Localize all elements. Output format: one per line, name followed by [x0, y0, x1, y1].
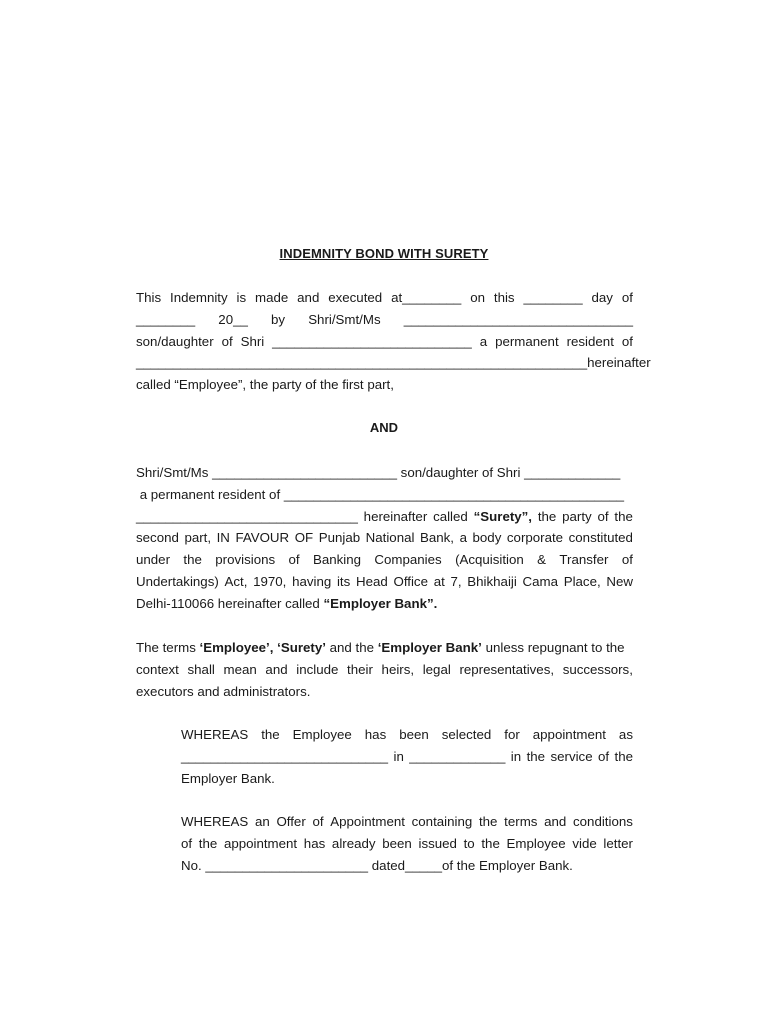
- word: son/daughter: [136, 333, 214, 349]
- word: New: [606, 573, 633, 589]
- word: resident: [566, 333, 614, 349]
- surety-line-1: Shri/Smt/Ms _________________________ son/daughter of Shri _____________: [136, 465, 621, 480]
- word: WHEREAS: [181, 814, 249, 829]
- word: made: [255, 290, 289, 305]
- justified-line: [136, 287, 633, 309]
- word: Offer: [276, 814, 306, 829]
- word: Office: [393, 573, 428, 589]
- word: corporate: [506, 530, 564, 546]
- justified-line: [136, 527, 633, 549]
- word: by: [271, 311, 286, 327]
- word: Employee: [292, 727, 352, 742]
- word: in: [393, 748, 404, 764]
- word: of: [621, 290, 633, 305]
- word: in: [510, 748, 522, 764]
- word: WHEREAS: [181, 727, 249, 742]
- surety-line-2: a permanent resident of ______________________________________________: [136, 486, 625, 502]
- word: a: [459, 530, 467, 546]
- word: to: [463, 835, 475, 851]
- word: appointment: [532, 727, 606, 742]
- word: successors,: [562, 661, 633, 677]
- word: &: [537, 552, 547, 568]
- word: legal: [422, 661, 451, 677]
- terms-defined-employee-surety: ‘Employee’, ‘Surety’: [199, 640, 326, 655]
- word: Shri: [240, 333, 265, 349]
- word: of: [221, 333, 233, 349]
- word: ________: [523, 290, 583, 305]
- word: the: [478, 814, 498, 829]
- word: already: [331, 835, 376, 851]
- word: Transfer: [559, 552, 609, 568]
- word: an: [254, 814, 270, 829]
- and-heading: AND: [369, 420, 399, 435]
- word: the: [261, 727, 280, 742]
- word: Undertakings): [136, 573, 219, 589]
- paragraph-last-line: executors and administrators.: [136, 683, 311, 699]
- word: on: [470, 290, 485, 305]
- word: _____________: [409, 748, 506, 764]
- word: mean: [223, 661, 257, 677]
- word: of: [621, 552, 633, 568]
- word: at________: [391, 290, 462, 305]
- word: Punjab: [318, 530, 361, 546]
- surety-line-3-part: the: [537, 508, 557, 524]
- word: and: [265, 661, 288, 677]
- word: heirs,: [381, 661, 415, 677]
- first-party-paragraph: [136, 287, 651, 396]
- justified-line: [136, 352, 651, 374]
- surety-line-3-part: ______________________________: [136, 508, 358, 524]
- word: of: [288, 552, 300, 568]
- word: _____________________________________________________________: [136, 355, 588, 371]
- word: of: [621, 333, 633, 349]
- word: Head: [355, 573, 388, 589]
- word: this: [493, 290, 515, 305]
- word: _______________________________: [403, 311, 633, 327]
- word: permanent: [495, 333, 559, 349]
- paragraph-last-line: called “Employee”, the party of the first part,: [136, 377, 394, 393]
- word: 1970,: [253, 573, 287, 589]
- terms-text: The terms: [136, 640, 200, 655]
- justified-line: [136, 331, 633, 353]
- word: Bank,: [420, 530, 455, 546]
- word: is: [236, 290, 247, 305]
- word: context: [136, 661, 179, 677]
- surety-line-3: [136, 506, 633, 528]
- surety-defined-term: “Surety”,: [473, 508, 533, 524]
- word: terms: [504, 814, 538, 829]
- word: has: [364, 727, 387, 742]
- word: containing: [411, 814, 473, 829]
- word: issued: [418, 835, 457, 851]
- word: of: [181, 835, 193, 851]
- word: include: [296, 661, 339, 677]
- word: Indemnity: [170, 290, 228, 305]
- paragraph-last-line: No. ______________________ dated_____of the Employer Bank.: [181, 857, 573, 873]
- word: (Acquisition: [455, 552, 524, 568]
- word: ________: [136, 311, 196, 327]
- word: second: [136, 530, 179, 546]
- word: ___________________________: [272, 333, 472, 349]
- justified-line: [136, 571, 633, 593]
- word: Appointment: [330, 814, 405, 829]
- word: executed: [328, 290, 383, 305]
- paragraph-last-line: Employer Bank.: [181, 770, 275, 786]
- word: their: [347, 661, 373, 677]
- surety-line-3-part: of: [597, 508, 609, 524]
- word: and: [297, 290, 320, 305]
- word: letter: [603, 835, 633, 851]
- word: 20__: [218, 311, 248, 327]
- word: has: [303, 835, 326, 851]
- word: its: [336, 573, 351, 589]
- word: hereinafter: [587, 355, 651, 371]
- terms-defined-employer-bank: ‘Employer Bank’: [377, 640, 482, 655]
- justified-line: [181, 724, 633, 746]
- word: selected: [441, 727, 492, 742]
- word: a: [479, 333, 488, 349]
- justified-line: [181, 746, 633, 768]
- word: Cama: [522, 573, 558, 589]
- word: day: [591, 290, 613, 305]
- word: the: [183, 552, 202, 568]
- word: National: [365, 530, 415, 546]
- word: vide: [572, 835, 597, 851]
- justified-line: [136, 549, 633, 571]
- terms-text: and the: [325, 640, 378, 655]
- word: This: [136, 290, 162, 305]
- word: 7,: [450, 573, 462, 589]
- document-title: INDEMNITY BOND WITH SURETY: [279, 246, 489, 261]
- word: Bhikhaiji: [467, 573, 517, 589]
- employer-bank-defined-term: “Employer Bank”.: [323, 595, 438, 611]
- word: for: [504, 727, 520, 742]
- whereas-offer-paragraph: [181, 811, 633, 876]
- word: provisions: [215, 552, 276, 568]
- word: having: [292, 573, 332, 589]
- terms-line-1: [136, 637, 633, 659]
- word: representatives,: [459, 661, 555, 677]
- word: been: [399, 727, 429, 742]
- word: the: [526, 748, 546, 764]
- terms-text: unless repugnant to the: [481, 640, 625, 655]
- surety-line-7-text: Delhi-110066 hereinafter called: [136, 595, 324, 611]
- word: conditions: [573, 814, 633, 829]
- word: Banking: [312, 552, 362, 568]
- word: and: [544, 814, 567, 829]
- word: part,: [184, 530, 212, 546]
- word: Act,: [224, 573, 248, 589]
- surety-paragraph: [136, 462, 633, 615]
- word: of: [598, 748, 610, 764]
- word: Place,: [563, 573, 601, 589]
- word: the: [614, 748, 633, 764]
- word: FAVOUR: [235, 530, 290, 546]
- word: under: [136, 552, 171, 568]
- justified-line: [181, 833, 633, 855]
- word: service: [550, 748, 593, 764]
- word: IN: [216, 530, 230, 546]
- word: as: [618, 727, 633, 742]
- terms-paragraph: [136, 637, 633, 702]
- word: ____________________________: [181, 748, 389, 764]
- word: the: [198, 835, 218, 851]
- word: shall: [187, 661, 215, 677]
- word: of: [312, 814, 324, 829]
- word: OF: [294, 530, 314, 546]
- word: appointment: [223, 835, 298, 851]
- justified-line: [136, 659, 633, 681]
- word: Shri/Smt/Ms: [308, 311, 381, 327]
- whereas-selection-paragraph: [181, 724, 633, 789]
- word: Employee: [506, 835, 566, 851]
- word: been: [382, 835, 412, 851]
- word: the: [481, 835, 500, 851]
- surety-line-3-part: called: [433, 508, 468, 524]
- justified-line: [136, 309, 633, 331]
- surety-line-7: [136, 593, 633, 615]
- justified-line: [181, 811, 633, 833]
- word: at: [433, 573, 445, 589]
- word: Companies: [374, 552, 442, 568]
- word: constituted: [568, 530, 633, 546]
- surety-line-3-part: party: [562, 508, 592, 524]
- word: body: [472, 530, 502, 546]
- surety-line-3-part: hereinafter: [363, 508, 428, 524]
- surety-line-3-part: the: [614, 508, 633, 524]
